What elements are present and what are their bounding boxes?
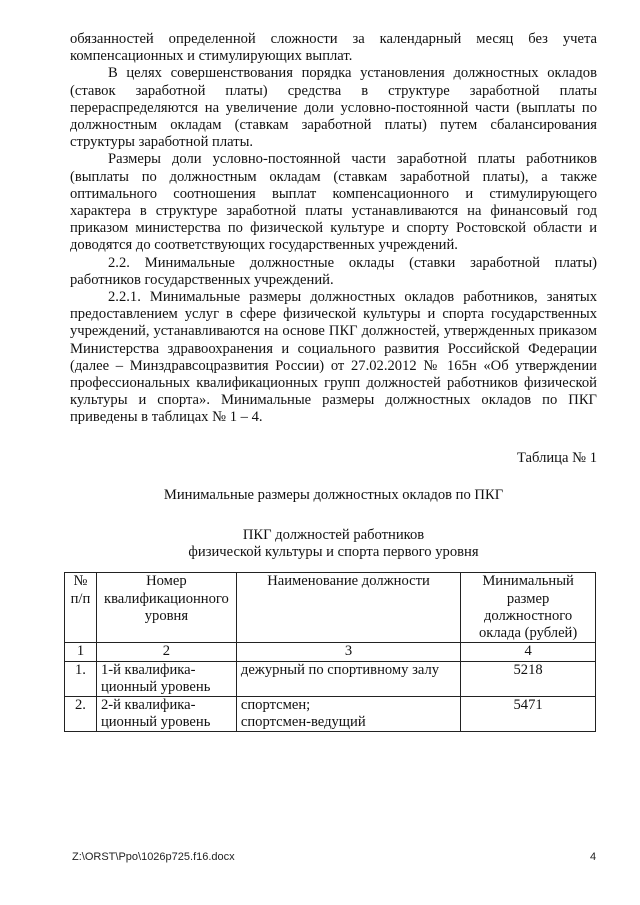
pkg-title-line1: ПКГ должностей работников bbox=[242, 527, 425, 544]
row-position bbox=[236, 696, 460, 731]
paragraph-fixed-part-share: Размеры доли условно-постоянной части заработной платы работников (выплаты по должностным окладам (ставкам заработной платы), а также оптимального соотношения выплат компенсационного и стимулирующего характера в структуре заработной платы устанавливаются на финансовый год приказом министерства по физической культуре и спорту Ростовской области и доводятся до соответствующих государственных учреждений. bbox=[70, 151, 597, 254]
row-number: 2. bbox=[65, 696, 97, 731]
row-level: 1-й квалифика-ционный уровень bbox=[96, 661, 236, 696]
row-salary: 5471 bbox=[461, 696, 596, 731]
row-level: 2-й квалифика-ционный уровень bbox=[96, 696, 236, 731]
salary-table bbox=[64, 572, 596, 732]
row-position bbox=[236, 661, 460, 696]
paragraph-section-2-2: 2.2. Минимальные должностные оклады (ставки заработной платы) работников государственных учреждений. bbox=[70, 254, 597, 288]
header-cell-salary: Минимальный размер должностного оклада (рублей) bbox=[461, 573, 596, 643]
column-number: 3 bbox=[236, 643, 460, 661]
column-number: 4 bbox=[461, 643, 596, 661]
column-number: 1 bbox=[65, 643, 97, 661]
paragraph-continuation: обязанностей определенной сложности за календарный месяц без учета компенсационных и стимулирующих выплат. bbox=[70, 31, 597, 65]
row-position-line: дежурный по спортивному залу bbox=[240, 661, 440, 678]
footer-file-path: Z:\ORST\Ppo\1026p725.f16.docx bbox=[72, 851, 235, 863]
header-cell-level: Номер квалификационного уровня bbox=[96, 573, 236, 643]
header-cell-position: Наименование должности bbox=[236, 573, 460, 643]
column-number: 2 bbox=[96, 643, 236, 661]
header-cell-number: № п/п bbox=[65, 573, 97, 643]
table-row bbox=[65, 696, 596, 731]
table-column-numbers-row bbox=[65, 643, 596, 661]
document-body bbox=[70, 31, 597, 732]
row-number: 1. bbox=[65, 661, 97, 696]
row-salary: 5218 bbox=[461, 661, 596, 696]
row-position-line: спортсмен; bbox=[240, 696, 311, 713]
table-row bbox=[65, 661, 596, 696]
paragraph-section-2-2-1: 2.2.1. Минимальные размеры должностных окладов работников, занятых предоставлением услуг в сфере физической культуры и спорта государственных учреждений, устанавливаются на основе ПКГ должностей, утвержденных приказом Министерства здравоохранения и социального развития Российской Федерации (далее – Минздравсоцразвития России) от 27.02.2012 № 165н «Об утверждении профессиональных квалификационных групп должностей работников физической культуры и спорта». Минимальные размеры должностных окладов по ПКГ приведены в таблицах № 1 – 4. bbox=[70, 289, 597, 426]
paragraph-salary-structure: В целях совершенствования порядка установления должностных окладов (ставок заработной платы) средства в структуре заработной платы перераспределяются на увеличение доли условно-постоянной части (выплаты по должностным окладам (ставкам заработной платы) путем сбалансирования структуры заработной платы. bbox=[70, 65, 597, 151]
row-position-line: спортсмен-ведущий bbox=[240, 714, 366, 731]
footer-page-number: 4 bbox=[590, 851, 597, 863]
table-title: Минимальные размеры должностных окладов по ПКГ bbox=[163, 486, 504, 503]
table-header-row bbox=[65, 573, 596, 643]
table-label: Таблица № 1 bbox=[517, 449, 597, 466]
pkg-title-line2: физической культуры и спорта первого уровня bbox=[188, 544, 479, 561]
